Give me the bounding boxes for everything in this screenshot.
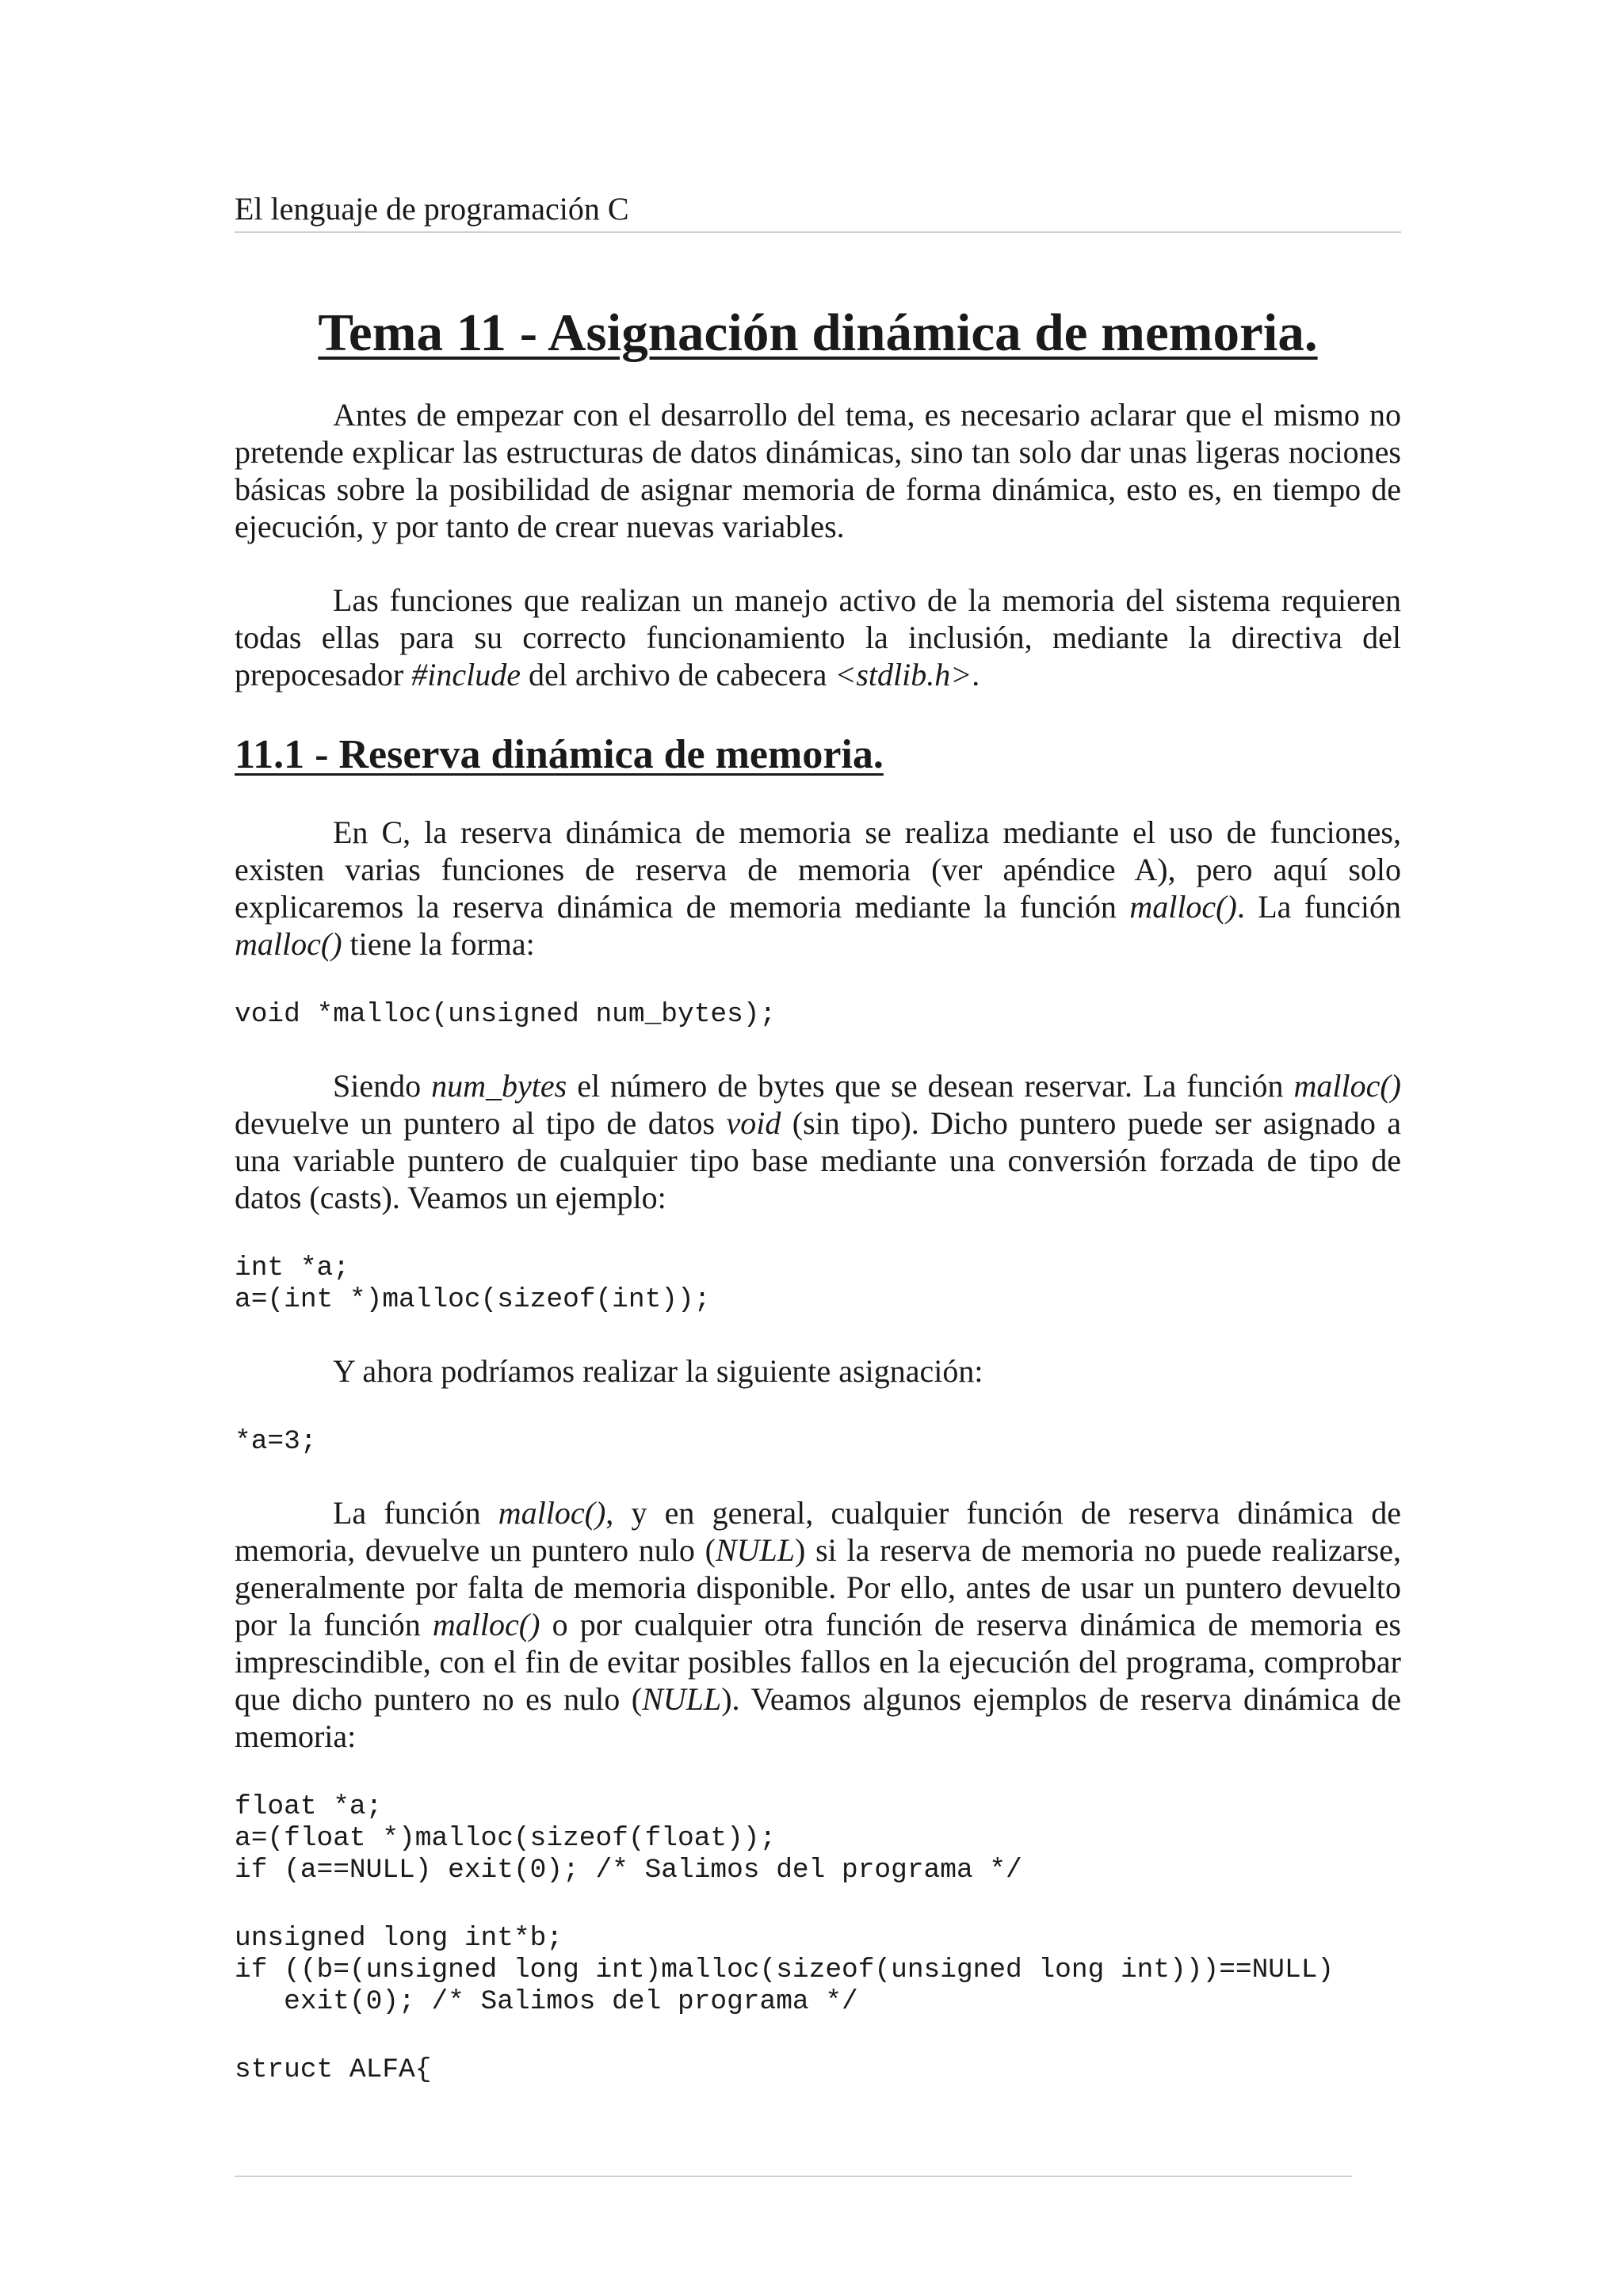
function-name: malloc() (235, 926, 342, 962)
text-run: devuelve un puntero al tipo de datos (235, 1105, 727, 1141)
chapter-title: Tema 11 - Asignación dinámica de memoria. (318, 303, 1318, 362)
text-run: ). Veamos algunos ejemplos de reserva dinámica de memoria: (235, 1681, 1401, 1754)
footer-rule (235, 2176, 1352, 2177)
text-run: o por cualquier otra función de reserva dinámica de memoria es imprescindible, con el fin de evitar posibles fallos en la ejecución del programa, comprobar que dicho puntero no es nulo ( (235, 1607, 1401, 1717)
include-directive: #include (411, 657, 521, 692)
running-header: El lenguaje de programación C (235, 190, 1401, 233)
section-paragraph-2 (235, 1067, 1401, 1216)
text-run: del archivo de cabecera (520, 657, 835, 692)
text-run: La función (333, 1495, 498, 1531)
code-block-struct-example: struct ALFA{ (235, 2054, 432, 2085)
section-paragraph-1 (235, 814, 1401, 963)
text-run: . La función (1236, 889, 1401, 925)
section-paragraph-4 (235, 1494, 1401, 1755)
function-name: malloc() (1293, 1068, 1401, 1104)
function-name: malloc() (1129, 889, 1237, 925)
function-name: malloc() (432, 1607, 540, 1642)
function-name: malloc() (498, 1495, 606, 1531)
text-run: tiene la forma: (342, 926, 535, 962)
code-block-float-example: float *a; a=(float *)malloc(sizeof(float)); if (a==NULL) exit(0); /* Salimos del programa */ (235, 1791, 1022, 1886)
code-block-unsigned-long-example: unsigned long int*b; if ((b=(unsigned long int)malloc(sizeof(unsigned long int)))==NULL) exit(0); /* Salimos del programa */ (235, 1923, 1335, 2017)
header-file-name: <stdlib.h> (834, 657, 972, 692)
text-run: el número de bytes que se desean reservar. La función (567, 1068, 1294, 1104)
text-run: . (972, 657, 980, 692)
text-run: (sin tipo). Dicho puntero puede ser asignado a una variable puntero de cualquier tipo base mediante una conversión forzada de tipo de datos (casts). Veamos un ejemplo: (235, 1105, 1402, 1215)
code-block-assignment: *a=3; (235, 1426, 317, 1457)
text-run: En C, la reserva dinámica de memoria se realiza mediante el uso de funciones, existen varias funciones de reserva de memoria (ver apéndice A), pero aquí solo explicaremos la reserva dinámica de memoria mediante la función (235, 814, 1401, 925)
document-body (235, 301, 1401, 2122)
text-run: Siendo (333, 1068, 432, 1104)
null-constant: NULL (642, 1681, 722, 1717)
null-constant: NULL (715, 1532, 795, 1568)
intro-paragraph-2 (235, 582, 1401, 693)
code-block-int-example: int *a; a=(int *)malloc(sizeof(int)); (235, 1253, 711, 1315)
text-run: ) si la reserva de memoria no puede realizarse, generalmente por falta de memoria disponible. Por ello, antes de usar un puntero devuelto por la función (235, 1532, 1401, 1642)
text-run: , y en general, cualquier función de reserva dinámica de memoria, devuelve un puntero nulo ( (235, 1495, 1402, 1568)
intro-paragraph-1: Antes de empezar con el desarrollo del tema, es necesario aclarar que el mismo no pretende explicar las estructuras de datos dinámicas, sino tan solo dar unas ligeras nociones básicas sobre la posibilidad de asignar memoria de forma dinámica, esto es, en tiempo de ejecución, y por tanto de crear nuevas variables. (235, 397, 1401, 544)
text-run: Las funciones que realizan un manejo activo de la memoria del sistema requieren todas ellas para su correcto funcionamiento la inclusión, mediante la directiva del prepocesador (235, 582, 1401, 692)
code-block-malloc-signature: void *malloc(unsigned num_bytes); (235, 999, 777, 1030)
type-name: void (726, 1105, 781, 1141)
section-paragraph-3: Y ahora podríamos realizar la siguiente asignación: (333, 1353, 983, 1389)
parameter-name: num_bytes (431, 1068, 567, 1104)
section-title: 11.1 - Reserva dinámica de memoria. (235, 732, 884, 777)
